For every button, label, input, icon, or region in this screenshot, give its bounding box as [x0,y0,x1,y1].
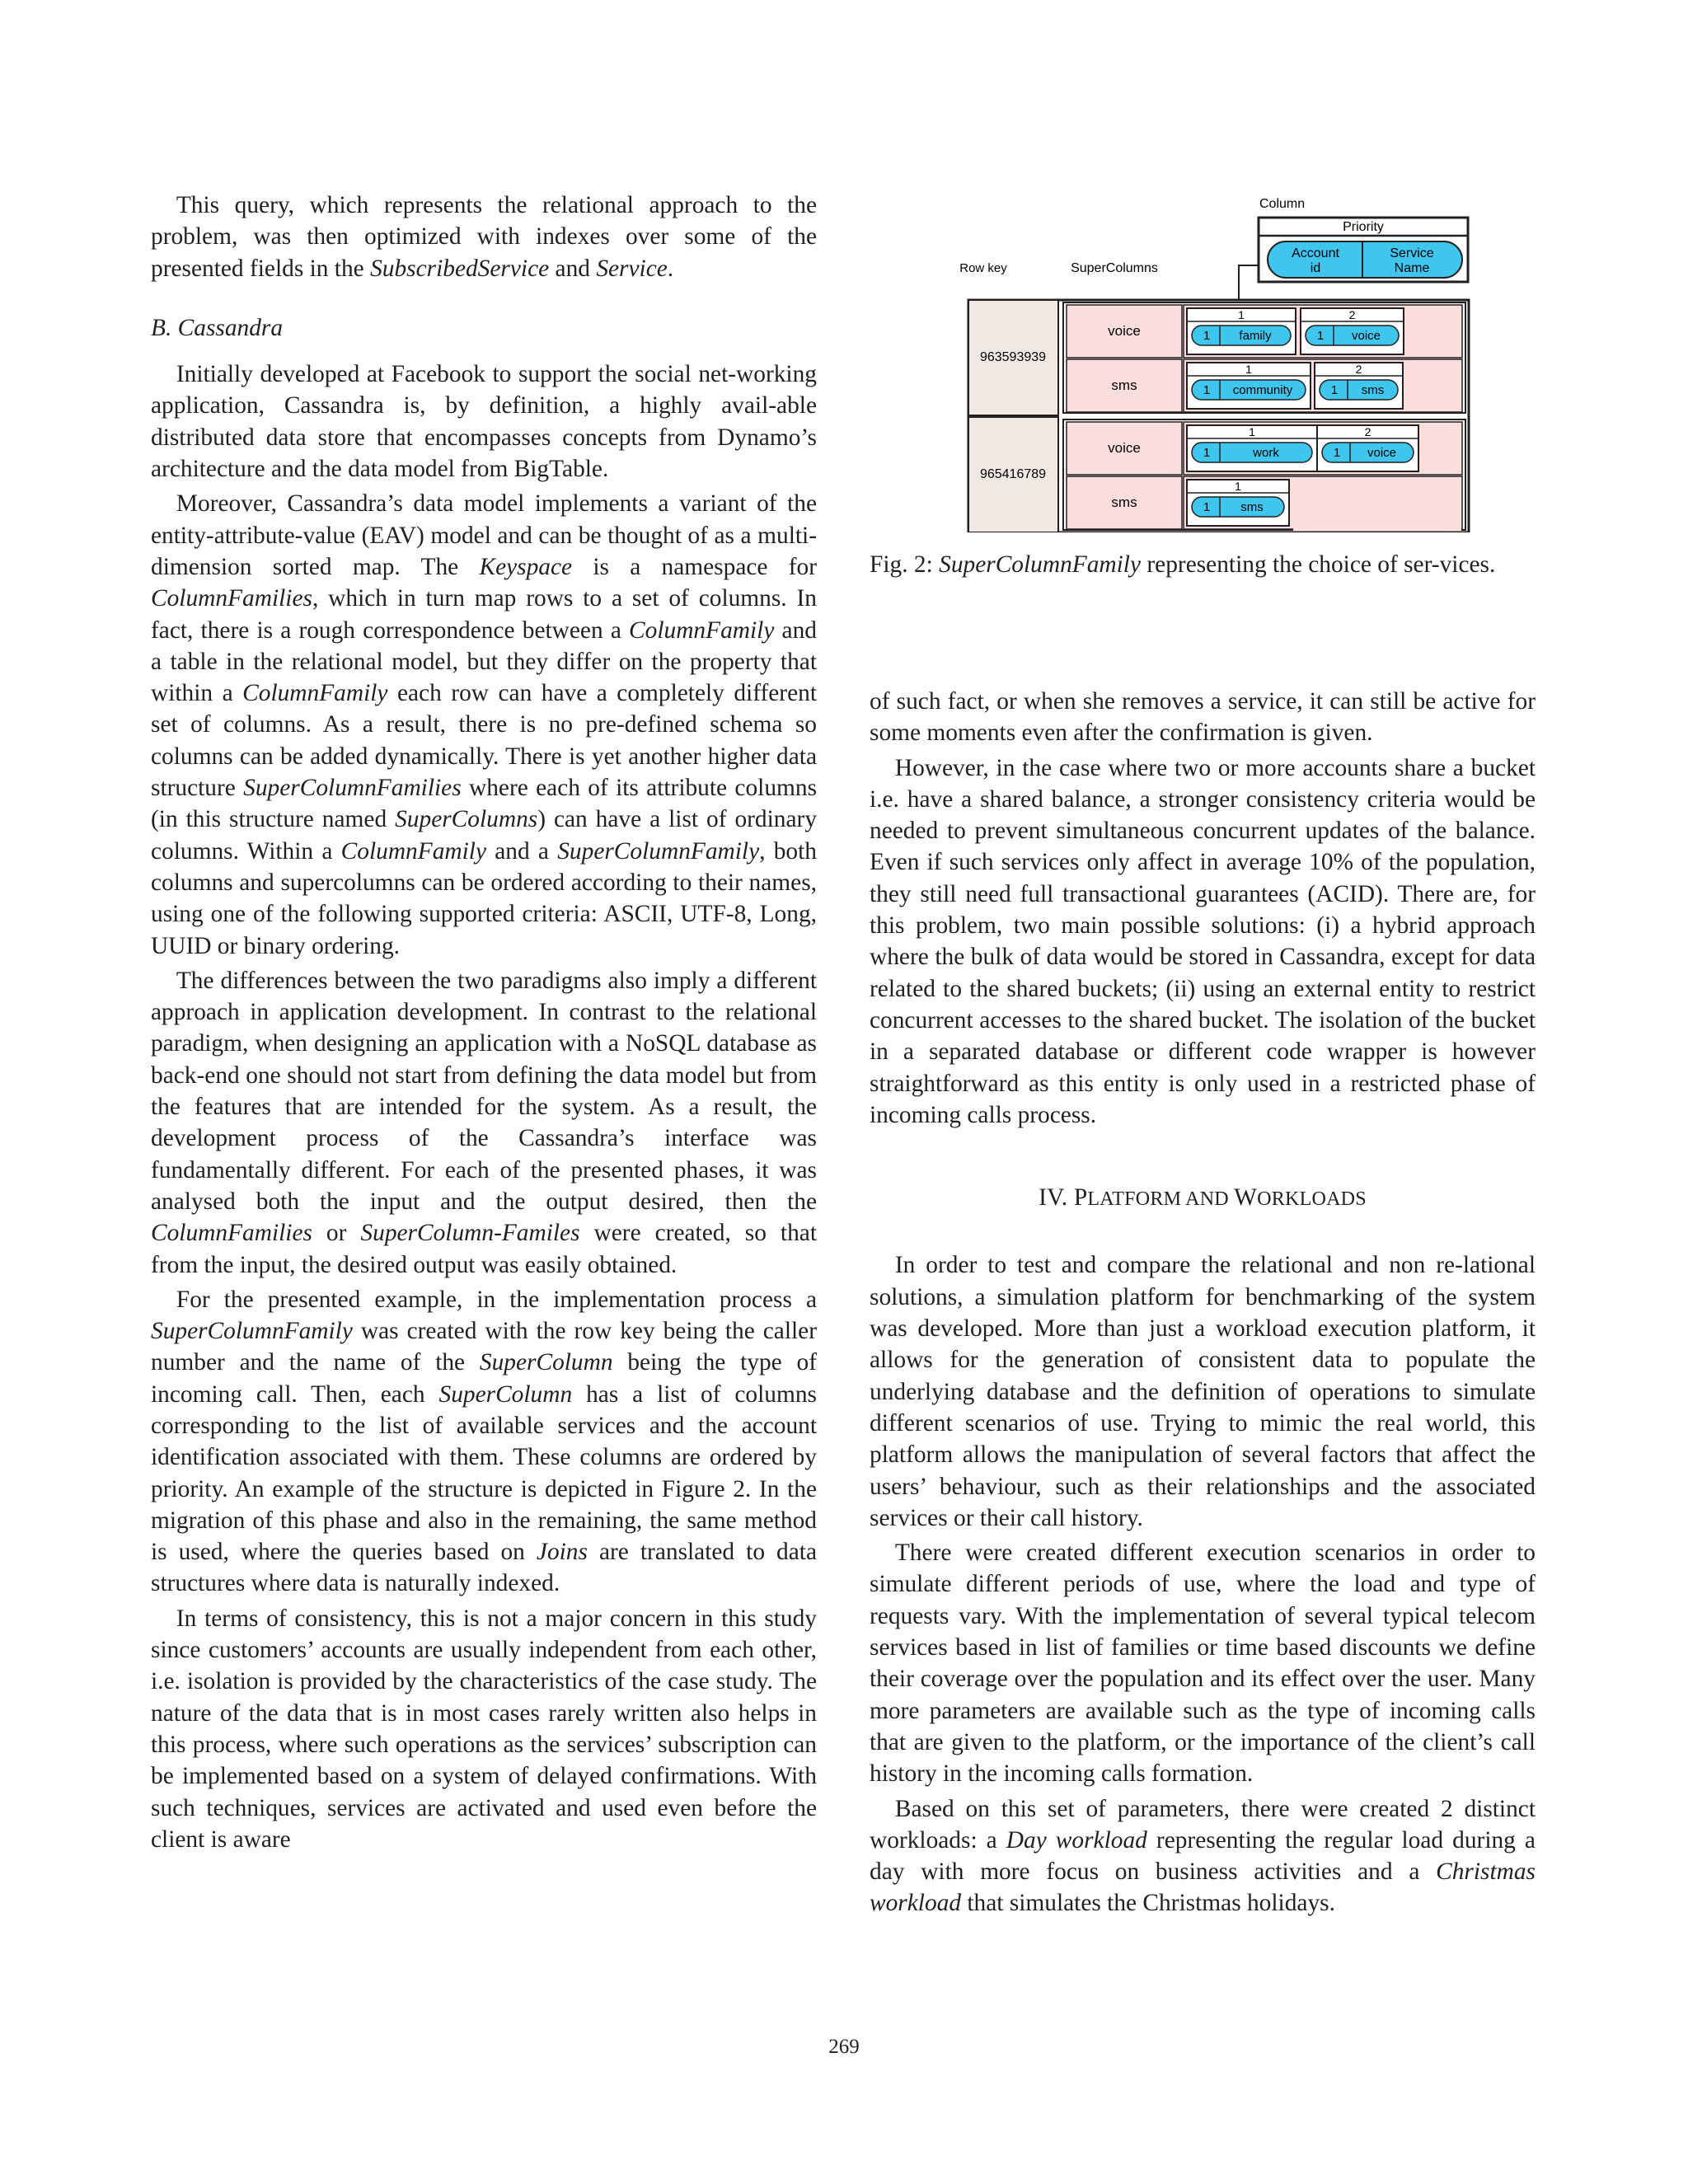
priority-label: Priority [1343,220,1384,234]
figure-caption: Fig. 2: SuperColumnFamily representing the choice of ser-vices. [870,551,1496,578]
paragraph-consistency: In terms of consistency, this is not a major concern in this study since customers’ accounts are usually independent from each other, i.e. isolation is provided by the characteristics of the case study. The nature of the data that is in most cases rarely written also helps in this process, where such operations as the services’ subscription can be implemented based on a system of delayed confirmations. With such techniques, services are activated and used even before the client is aware [151,1605,817,1853]
supercolumn-name: voice [1108,440,1141,456]
account-id-label-line2: id [1310,261,1321,275]
paragraph-query: This query, which represents the relational approach to the problem, was then optimized with indexes over some of the presented fields in the SubscribedService and Service. [151,192,817,282]
service-name-label-line1: Service [1390,246,1434,260]
paragraph-example: For the presented example, in the implementation process a SuperColumnFamily was created with the row key being the caller number and the name of the SuperColumn being the type of incoming call. Then, each SuperColumn has a list of columns corresponding to the list of available services and the account identification associated with them. These columns are ordered by priority. An example of the structure is depicted in Figure 2. In the migration of this phase and also in the remaining, the same method is used, where the queries based on Joins are translated to data structures where data is naturally indexed. [151,1286,817,1597]
column-account-id: 1 [1203,383,1211,397]
paragraph-shared-bucket: However, in the case where two or more accounts share a bucket i.e. have a shared balance, a stronger consistency criteria would be needed to prevent simultaneous concurrent updates of the balance. Even if such services only affect in average 10% of the population, they still need full transactional guarantees (ACID). There are, for this problem, two main possible solutions: (i) a hybrid approach where the bulk of data would be stored in Cassandra, except for data related to the shared buckets; (ii) using an external entity to restrict concurrent accesses to the shared bucket. The isolation of the bucket in a separated database or different code wrapper is however straightforward as this entity is only used in a restricted phase of incoming calls process. [870,754,1536,1128]
column-priority: 1 [1238,308,1245,321]
column-service-name: work [1253,446,1279,460]
paragraph-differences: The differences between the two paradigms also imply a different approach in application development. In contrast to the relational paradigm, when designing an application with a NoSQL database as back-end one should not start from defining the data model but from the features that are intended for the system. As a result, the development process of the Cassandra’s interface was fundamentally different. For each of the presented phases, it was analysed both the input and the output desired, then the ColumnFamilies or SuperColumn-Familes were created, so that from the input, the desired output was easily obtained. [151,967,818,1278]
legend-connector [1239,265,1259,300]
column-priority: 2 [1364,425,1372,438]
right-column [870,686,1536,1923]
column-priority: 2 [1348,308,1356,321]
column-service-name: voice [1351,329,1381,343]
column-service-name: family [1239,329,1272,343]
paragraph-workloads: Based on this set of parameters, there were created 2 distinct workloads: a Day workload representing the regular load during a day with more focus on business activities and a Christmas workload that simulates the Christmas holidays. [870,1795,1536,1917]
service-name-label-line2: Name [1394,261,1430,275]
row-key-value: 965416789 [979,467,1047,481]
column-service-name: community [1232,383,1293,397]
column-account-id: 1 [1330,383,1339,397]
figure-supercolumnfamily [870,194,1536,532]
paragraph-intro: Initially developed at Facebook to support the social net-working application, Cassandra is, by definition, a highly avail-able distributed data store that encompasses concepts from Dynamo’s architecture and the data model from BigTable. [151,361,817,483]
empty-cell-fill [1293,478,1461,531]
column-service-name: voice [1367,446,1397,460]
column-account-id: 1 [1203,446,1211,460]
row-key-value: 963593939 [979,350,1047,364]
section-heading-platform: IV. PLATFORM AND WORKLOADS [1039,1184,1367,1212]
column-priority: 1 [1245,363,1252,376]
column-account-id: 1 [1333,446,1341,460]
column-account-id: 1 [1203,500,1211,514]
figure-body [968,300,1469,532]
column-label: Column [1259,197,1306,211]
column-priority: 1 [1249,425,1255,438]
column-service-name: sms [1240,500,1264,514]
left-column [151,190,817,1858]
paragraph-data-model: Moreover, Cassandra’s data model implements a variant of the entity-attribute-value (EAV) model and can be thought of as a multi-dimension sorted map. The Keyspace is a namespace for ColumnFamilies, which in turn map rows to a set of columns. In fact, there is a rough correspondence between a ColumnFamily and a table in the relational model, but they differ on the property that within a ColumnFamily each row can have a completely different set of columns. As a result, there is no pre-defined schema so columns can be added dynamically. There is yet another higher data structure SuperColumnFamilies where each of its attribute columns (in this structure named SuperColumns) can have a list of ordinary columns. Within a ColumnFamily and a SuperColumnFamily, both columns and supercolumns can be ordered according to their names, using one of the following supported criteria: ASCII, UTF-8, Long, UUID or binary ordering. [151,490,818,959]
paragraph-scenarios: There were created different execution scenarios in order to simulate different periods of use, where the load and type of requests vary. With the implementation of several typical telecom services based in list of families or time based discounts we define their coverage over the population and its effect over the user. Many more parameters are available such as the type of incoming calls that are given to the platform, or the importance of the client’s call history in the incoming calls formation. [870,1540,1536,1788]
supercolumnfamily-diagram [870,194,1536,532]
column-service-name: sms [1361,383,1385,397]
page-number: 269 [828,2036,860,2058]
supercolumn-name: sms [1111,377,1137,393]
paragraph-continuation: of such fact, or when she removes a service, it can still be active for some moments even after the confirmation is given. [870,688,1536,747]
section-heading-cassandra: B. Cassandra [151,314,284,341]
column-priority: 2 [1355,363,1362,376]
account-id-label-line1: Account [1292,246,1339,260]
supercolumn-name: voice [1108,323,1141,339]
column-account-id: 1 [1203,329,1211,343]
column-priority: 1 [1235,480,1241,493]
row-key-label: Row key [959,261,1007,275]
paragraph-simulation-platform: In order to test and compare the relational and non re-lational solutions, a simulation platform for benchmarking of the system was developed. More than just a workload execution platform, it allows for the generation of consistent data to populate the underlying database and the definition of operations to simulate different scenarios of use. Trying to mimic the real world, this platform allows the manipulation of several factors that affect the users’ behaviour, such as their relationships and the associated services or their call history. [870,1252,1536,1531]
column-account-id: 1 [1316,329,1325,343]
supercolumns-label: SuperColumns [1071,261,1158,275]
supercolumn-name: sms [1111,494,1137,510]
